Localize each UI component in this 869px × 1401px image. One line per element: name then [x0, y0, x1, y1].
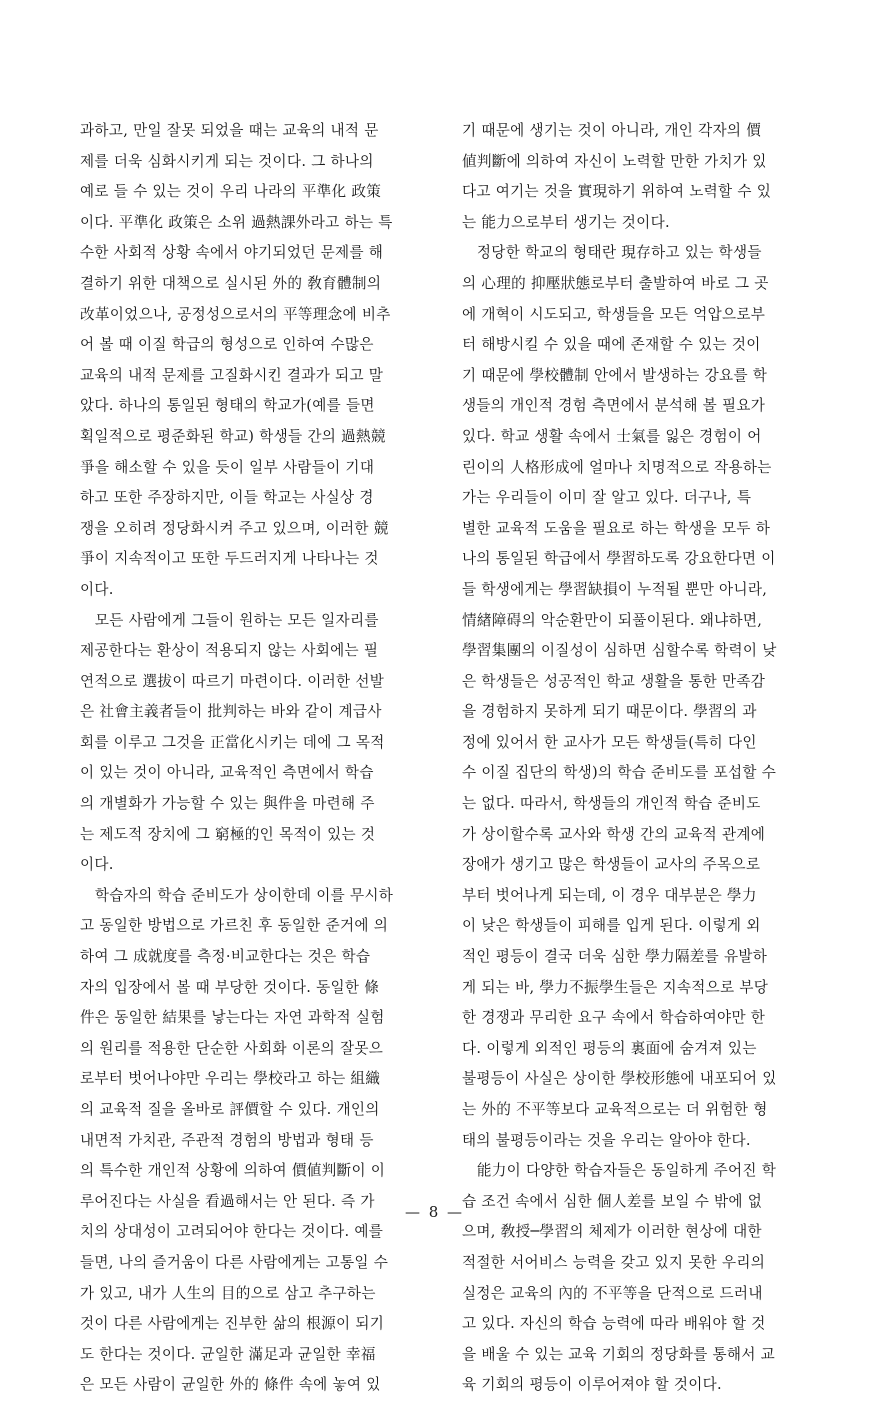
text-line: 다고 여기는 것을 實現하기 위하여 노력할 수 있	[462, 183, 772, 201]
text-line: 이다.	[80, 856, 114, 874]
text-line: 의 교육적 질을 올바로 評價할 수 있다. 개인의	[80, 1101, 380, 1118]
text-line: 은 모든 사람이 균일한 外的 條件 속에 놓여 있	[80, 1376, 381, 1394]
text-line: 연적으로 選拔이 따르기 마련이다. 이러한 선발	[80, 672, 385, 690]
text-line: 爭이 지속적이고 또한 두드러지게 나타나는 것	[80, 550, 379, 568]
text-line: 것이 다른 사람에게는 진부한 삶의 根源이 되기	[80, 1315, 385, 1333]
text-line: 의 心理的 抑壓狀態로부터 출발하여 바로 그 곳	[462, 274, 769, 292]
text-line: 치의 상대성이 고려되어야 한다는 것이다. 예를	[80, 1223, 384, 1241]
text-line: 게 되는 바, 學力不振學生들은 지속적으로 부당	[462, 978, 769, 996]
text-line: 린이의 人格形成에 얼마나 치명적으로 작용하는	[462, 458, 772, 476]
text-line: 정에 있어서 한 교사가 모든 학생들(특히 다인	[462, 733, 757, 751]
text-line: 습 조건 속에서 심한 個人差를 보일 수 밖에 없	[462, 1192, 763, 1210]
text-line: 육 기회의 평등이 이루어져야 할 것이다.	[462, 1376, 722, 1394]
text-line: 는 外的 不平等보다 교육적으로는 더 위험한 형	[462, 1101, 768, 1118]
text-line: 들면, 나의 즐거움이 다른 사람에게는 고통일 수	[80, 1253, 389, 1271]
text-line: 았다. 하나의 통일된 형태의 학교가(예를 들면	[80, 397, 375, 415]
text-line: 과하고, 만일 잘못 되었을 때는 교육의 내적 문	[80, 122, 379, 139]
text-line: 한 경쟁과 무리한 요구 속에서 학습하여야만 한	[462, 1009, 766, 1027]
text-line: 의 특수한 개인적 상황에 의하여 價値判斷이 이	[80, 1162, 386, 1180]
text-line: 적인 평등이 결국 더욱 심한 學力隔差를 유발하	[462, 948, 768, 966]
text-line: 는 제도적 장치에 그 窮極的인 목적이 있는 것	[80, 825, 376, 843]
text-line: 제를 더욱 심화시키게 되는 것이다. 그 하나의	[80, 152, 374, 170]
text-line: 도 한다는 것이다. 균일한 滿足과 균일한 幸福	[80, 1345, 376, 1363]
text-line: 별한 교육적 도움을 필요로 하는 학생을 모두 하	[462, 519, 771, 537]
text-line: 예로 들 수 있는 것이 우리 나라의 平準化 政策	[80, 183, 382, 201]
text-line: 어 볼 때 이질 학급의 형성으로 인하여 수많은	[80, 336, 374, 354]
text-line: 에 개혁이 시도되고, 학생들을 모든 억압으로부	[462, 305, 766, 323]
text-line: 터 해방시킬 수 있을 때에 존재할 수 있는 것이	[462, 336, 761, 354]
text-line: 件은 동일한 結果를 낳는다는 자연 과학적 실험	[80, 1009, 385, 1027]
text-line: 고 있다. 자신의 학습 능력에 따라 배워야 할 것	[462, 1315, 766, 1333]
text-line: 획일적으로 평준화된 학교) 학생들 간의 過熱競	[80, 427, 386, 445]
text-line: 수한 사회적 상황 속에서 야기되었던 문제를 해	[80, 244, 384, 262]
text-line: 회를 이루고 그것을 正當化시키는 데에 그 목적	[80, 733, 385, 751]
text-line: 제공한다는 환상이 적용되지 않는 사회에는 필	[80, 642, 379, 660]
text-line: 이다. 平準化 政策은 소위 過熱課外라고 하는 특	[80, 213, 393, 231]
text-line: 改革이었으나, 공정성으로서의 平等理念에 비추	[80, 305, 391, 323]
text-line: 하여 그 成就度를 측정·비교한다는 것은 학습	[80, 948, 371, 966]
text-line: 의 개별화가 가능할 수 있는 與件을 마련해 주	[80, 795, 375, 813]
text-line: 쟁을 오히려 정당화시켜 주고 있으며, 이러한 競	[80, 519, 389, 537]
text-line: 이 낮은 학생들이 피해를 입게 된다. 이렇게 외	[462, 917, 761, 935]
text-line: 들 학생에게는 學習缺損이 누적될 뿐만 아니라,	[462, 580, 768, 598]
text-line: 은 社會主義者들이 批判하는 바와 같이 계급사	[80, 703, 382, 721]
text-line: 불평등이 사실은 상이한 學校形態에 내포되어 있	[462, 1070, 777, 1088]
text-line: 는 없다. 따라서, 학생들의 개인적 학습 준비도	[462, 795, 761, 813]
text-line: 로부터 벗어나야만 우리는 學校라고 하는 組織	[80, 1070, 381, 1088]
text-line: 爭을 해소할 수 있을 듯이 일부 사람들이 기대	[80, 458, 375, 476]
text-line: 情緖障碍의 악순환만이 되풀이된다. 왜냐하면,	[462, 611, 763, 629]
text-line: 을 배울 수 있는 교육 기회의 정당화를 통해서 교	[462, 1345, 776, 1363]
text-line: 루어진다는 사실을 看過해서는 안 된다. 즉 가	[80, 1192, 375, 1210]
text-line: 부터 벗어나게 되는데, 이 경우 대부분은 學力	[462, 886, 757, 904]
text-line: 學習集團의 이질성이 심하면 심할수록 학력이 낮	[462, 642, 777, 660]
text-line: 자의 입장에서 볼 때 부당한 것이다. 동일한 條	[80, 978, 380, 996]
text-line: 학습자의 학습 준비도가 상이한데 이를 무시하	[80, 886, 394, 904]
text-line: 있다. 학교 생활 속에서 士氣를 잃은 경험이 어	[462, 427, 762, 445]
text-line: 가 상이할수록 교사와 학생 간의 교육적 관계에	[462, 825, 766, 843]
text-line: 을 경험하지 못하게 되기 때문이다. 學習의 과	[462, 703, 757, 721]
text-line: 장애가 생기고 많은 학생들이 교사의 주목으로	[462, 856, 761, 874]
text-line: 생들의 개인적 경험 측면에서 분석해 볼 필요가	[462, 397, 766, 415]
text-line: 이다.	[80, 580, 114, 598]
text-line: 태의 불평등이라는 것을 우리는 알아야 한다.	[462, 1131, 751, 1149]
text-line: 교육의 내적 문제를 고질화시킨 결과가 되고 말	[80, 366, 384, 384]
text-line: 내면적 가치관, 주관적 경험의 방법과 형태 등	[80, 1131, 374, 1149]
text-line: 기 때문에 생기는 것이 아니라, 개인 각자의 價	[462, 122, 762, 139]
text-line: 실정은 교육의 內的 不平等을 단적으로 드러내	[462, 1284, 763, 1302]
text-line: 하고 또한 주장하지만, 이들 학교는 사실상 경	[80, 489, 374, 507]
text-line: 는 能力으로부터 생기는 것이다.	[462, 213, 670, 231]
text-line: 모든 사람에게 그들이 원하는 모든 일자리를	[80, 611, 379, 629]
page-number: — 8 —	[404, 1203, 465, 1221]
text-line: 고 동일한 방법으로 가르친 후 동일한 준거에 의	[80, 917, 389, 935]
text-line: 다. 이렇게 외적인 평등의 裏面에 숨겨져 있는	[462, 1039, 757, 1057]
text-line: 기 때문에 學校體制 안에서 발생하는 강요를 학	[462, 366, 768, 384]
text-line: 나의 통일된 학급에서 學習하도록 강요한다면 이	[462, 550, 776, 568]
text-line: 수 이질 집단의 학생)의 학습 준비도를 포섭할 수	[462, 764, 777, 782]
text-line: 가 있고, 내가 人生의 目的으로 삼고 추구하는	[80, 1284, 376, 1302]
text-line: 의 원리를 적용한 단순한 사회화 이론의 잘못으	[80, 1039, 384, 1057]
text-line: 결하기 위한 대책으로 실시된 外的 敎育體制의	[80, 274, 382, 292]
text-line: 은 학생들은 성공적인 학교 생활을 통한 만족감	[462, 672, 766, 690]
text-line: 値判斷에 의하여 자신이 노력할 만한 가치가 있	[462, 152, 767, 170]
text-line: 적절한 서어비스 능력을 갖고 있지 못한 우리의	[462, 1253, 766, 1271]
text-line: 能力이 다양한 학습자들은 동일하게 주어진 학	[462, 1162, 777, 1180]
text-line: 정당한 학교의 형태란 現存하고 있는 학생들	[462, 244, 762, 262]
text-line: 이 있는 것이 아니라, 교육적인 측면에서 학습	[80, 764, 374, 782]
text-line: 가는 우리들이 이미 잘 알고 있다. 더구나, 특	[462, 489, 752, 507]
text-line: 으며, 敎授─學習의 체제가 이러한 현상에 대한	[462, 1223, 762, 1241]
